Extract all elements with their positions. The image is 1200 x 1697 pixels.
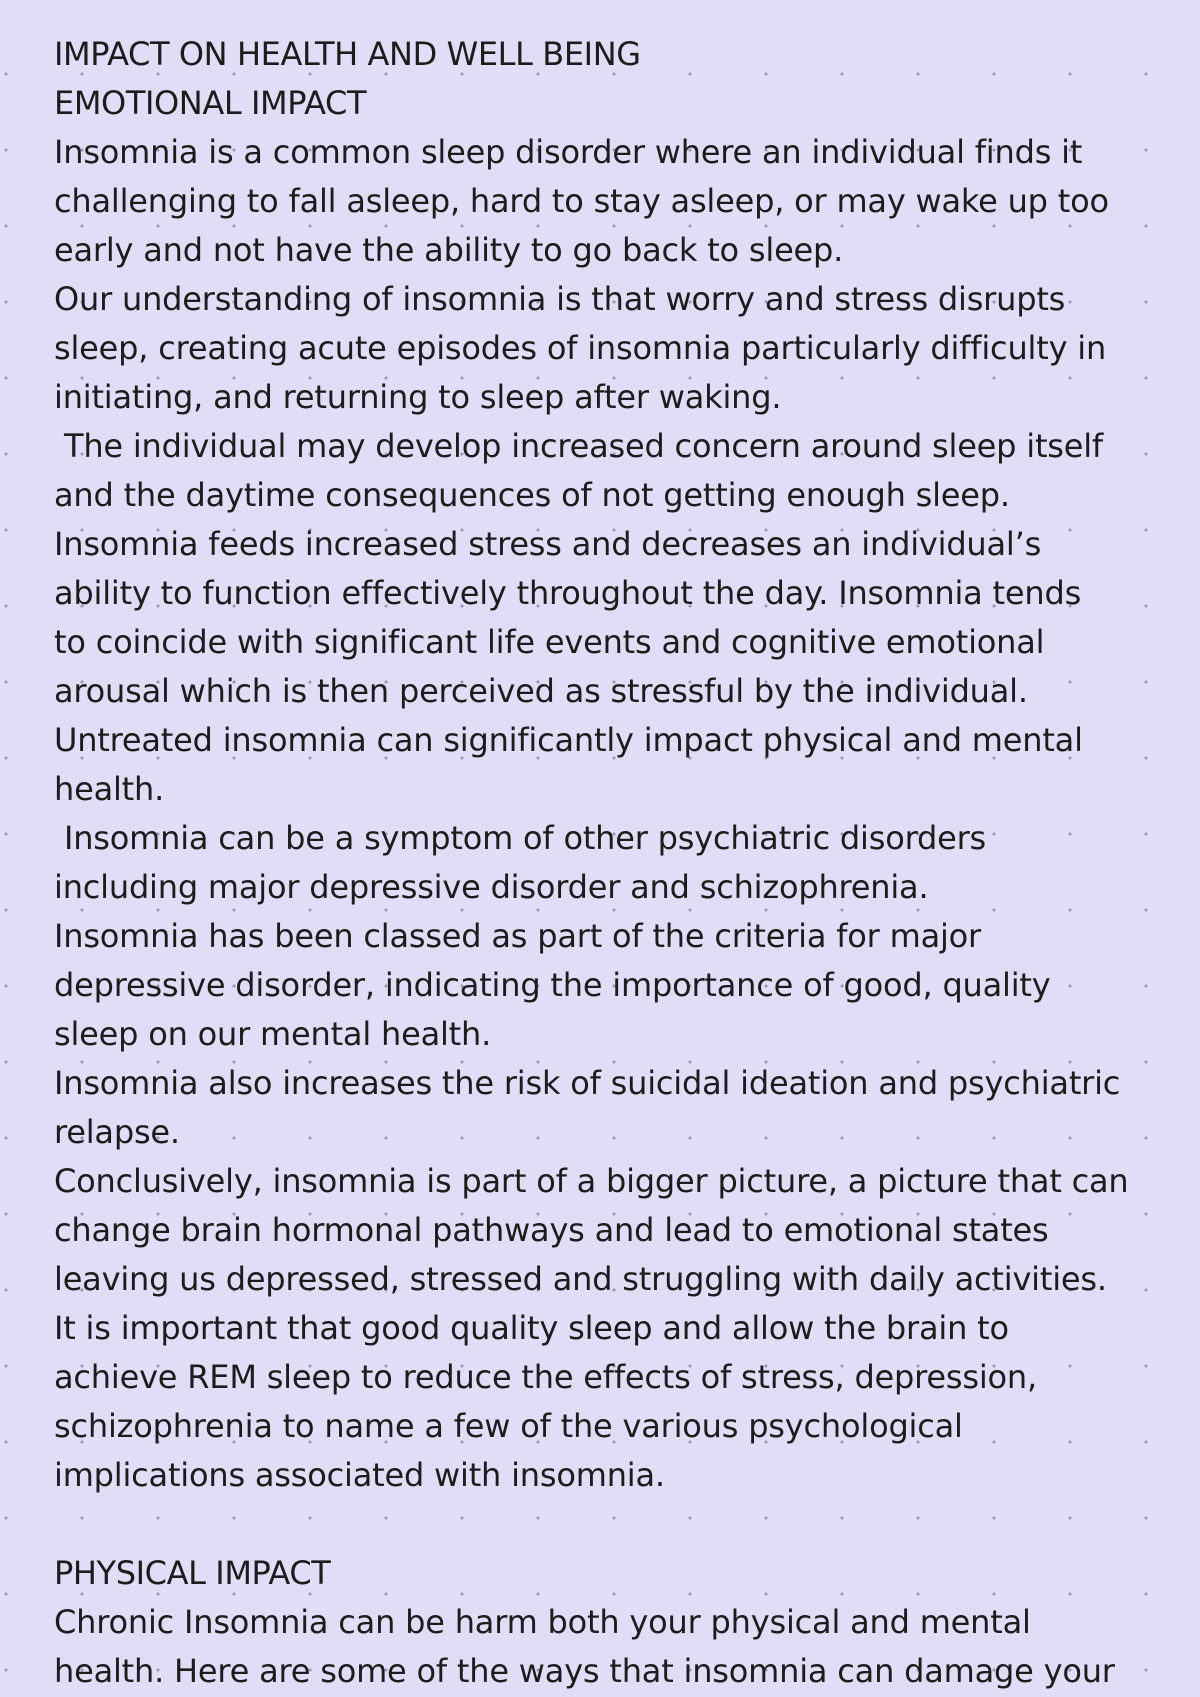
text-line: implications associated with insomnia.	[54, 1456, 665, 1494]
text-line: health. Here are some of the ways that insomnia can damage your	[54, 1652, 1115, 1690]
text-line: Insomnia also increases the risk of suicidal ideation and psychiatric	[54, 1064, 1121, 1102]
text-line: Insomnia is a common sleep disorder where an individual finds it	[54, 133, 1083, 171]
text-line: early and not have the ability to go back to sleep.	[54, 231, 844, 269]
text-line: health.	[54, 770, 165, 808]
text-line: Untreated insomnia can significantly impact physical and mental	[54, 721, 1083, 759]
text-line: relapse.	[54, 1113, 180, 1151]
text-line: Chronic Insomnia can be harm both your physical and mental	[54, 1603, 1031, 1641]
text-line: arousal which is then perceived as stressful by the individual.	[54, 672, 1028, 710]
blank-line	[54, 1500, 1174, 1549]
text-line: Our understanding of insomnia is that worry and stress disrupts	[54, 280, 1066, 318]
text-line: leaving us depressed, stressed and struggling with daily activities.	[54, 1260, 1107, 1298]
text-line: to coincide with significant life events and cognitive emotional	[54, 623, 1045, 661]
text-line: change brain hormonal pathways and lead to emotional states	[54, 1211, 1049, 1249]
text-line: and the daytime consequences of not getting enough sleep.	[54, 476, 1010, 514]
text-line: depressive disorder, indicating the importance of good, quality	[54, 966, 1051, 1004]
text-line: Insomnia can be a symptom of other psychiatric disorders	[54, 819, 987, 857]
text-line: The individual may develop increased concern around sleep itself	[54, 427, 1104, 465]
text-line: Conclusively, insomnia is part of a bigger picture, a picture that can	[54, 1162, 1129, 1200]
note-body	[54, 30, 1174, 1696]
text-line: sleep, creating acute episodes of insomnia particularly difficulty in	[54, 329, 1107, 367]
text-line: It is important that good quality sleep and allow the brain to	[54, 1309, 1009, 1347]
text-line: Insomnia has been classed as part of the criteria for major	[54, 917, 982, 955]
section-heading-physical: PHYSICAL IMPACT	[54, 1554, 331, 1592]
text-line: challenging to fall asleep, hard to stay asleep, or may wake up too	[54, 182, 1109, 220]
text-line: schizophrenia to name a few of the various psychological	[54, 1407, 963, 1445]
text-line: Insomnia feeds increased stress and decreases an individual’s	[54, 525, 1042, 563]
text-line: achieve REM sleep to reduce the effects of stress, depression,	[54, 1358, 1037, 1396]
text-line: including major depressive disorder and schizophrenia.	[54, 868, 929, 906]
text-line: initiating, and returning to sleep after waking.	[54, 378, 782, 416]
text-line: ability to function effectively throughout the day. Insomnia tends	[54, 574, 1082, 612]
text-line: sleep on our mental health.	[54, 1015, 492, 1053]
document-title: IMPACT ON HEALTH AND WELL BEING	[54, 35, 641, 73]
section-heading-emotional: EMOTIONAL IMPACT	[54, 84, 367, 122]
